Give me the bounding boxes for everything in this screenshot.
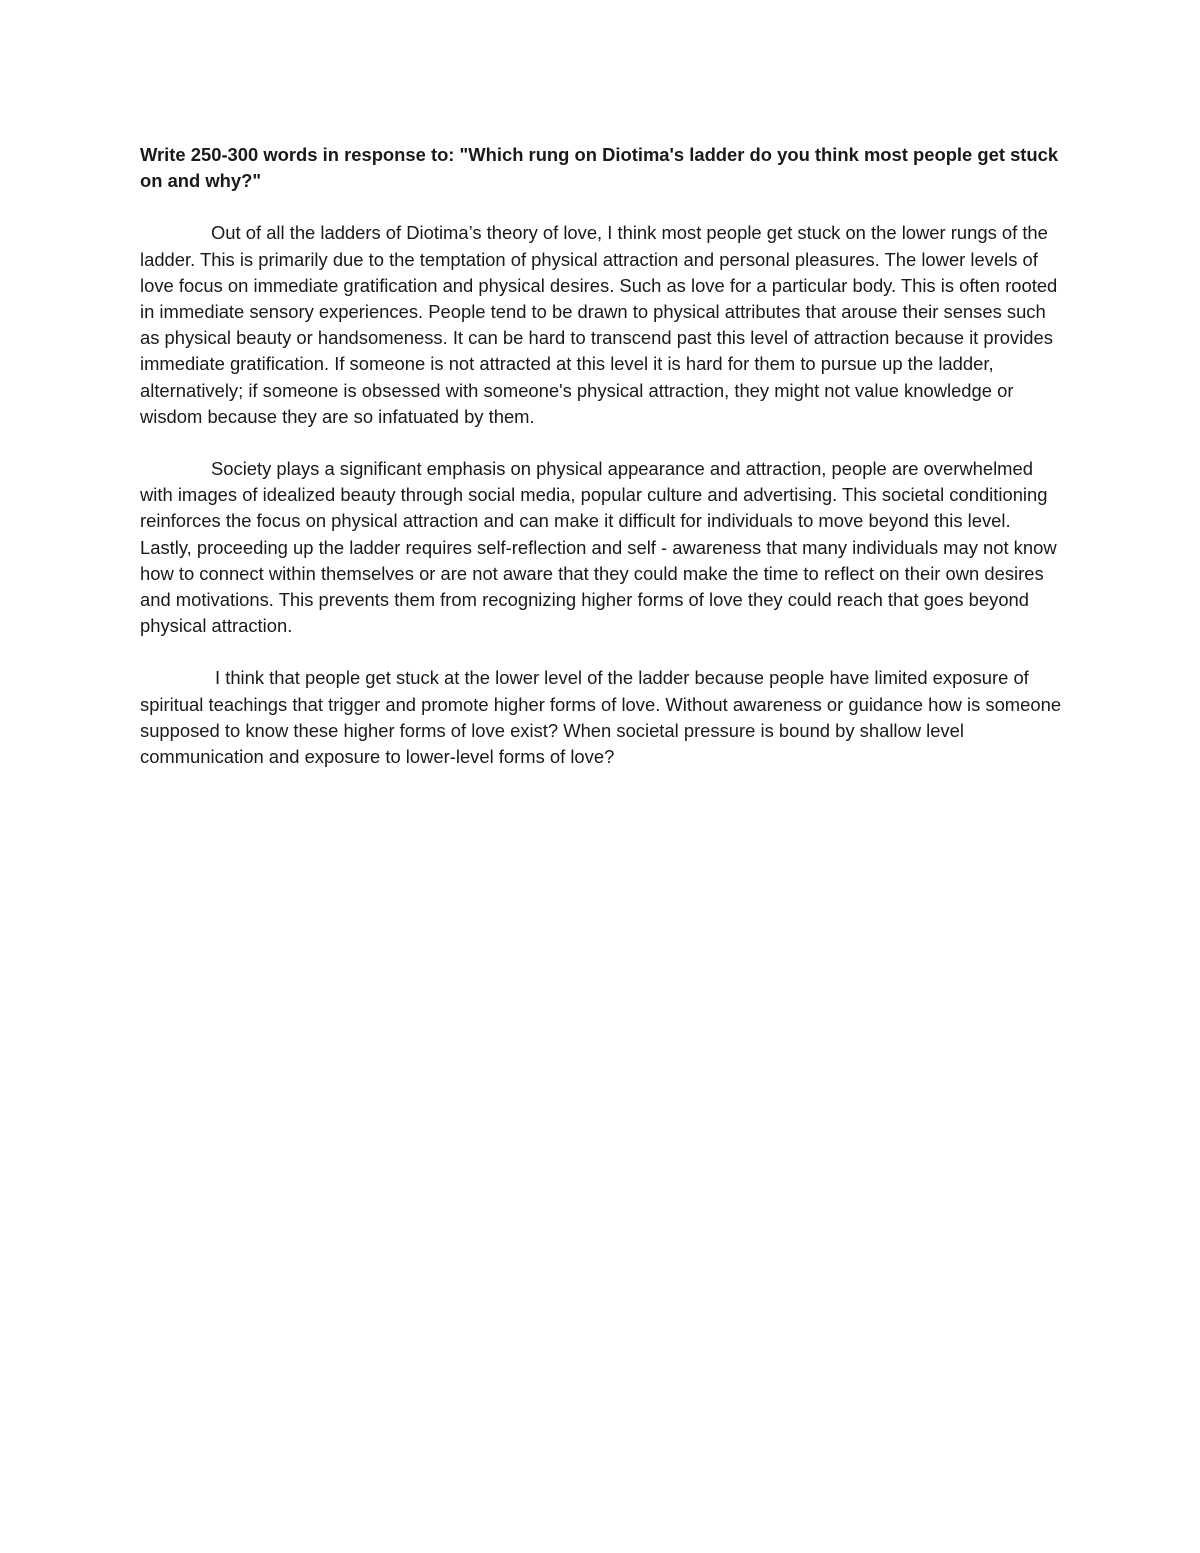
- paragraph-3: I think that people get stuck at the lower level of the ladder because people have limited exposure of spiritual teachings that trigger and promote higher forms of love. Without awareness or guidance how is someone supposed to know these higher forms of love exist? When societal pressure is bound by shallow level communication and exposure to lower-level forms of love?: [140, 667, 1062, 768]
- document-body: [140, 142, 1065, 796]
- paragraph-1: Out of all the ladders of Diotima’s theory of love, I think most people get stuck on the lower rungs of the ladder. This is primarily due to the temptation of physical attraction and personal pleasures. The lower levels of love focus on immediate gratification and physical desires. Such as love for a particular body. This is often rooted in immediate sensory experiences. People tend to be drawn to physical attributes that arouse their senses such as physical beauty or handsomeness. It can be hard to transcend past this level of attraction because it provides immediate gratification. If someone is not attracted at this level it is hard for them to pursue up the ladder, alternatively; if someone is obsessed with someone's physical attraction, they might not value knowledge or wisdom because they are so infatuated by them.: [140, 222, 1058, 427]
- paragraph-2: Society plays a significant emphasis on physical appearance and attraction, people are overwhelmed with images of idealized beauty through social media, popular culture and advertising. This societal conditioning reinforces the focus on physical attraction and can make it difficult for individuals to move beyond this level. Lastly, proceeding up the ladder requires self-reflection and self - awareness that many individuals may not know how to connect within themselves or are not aware that they could make the time to reflect on their own desires and motivations. This prevents them from recognizing higher forms of love they could reach that goes beyond physical attraction.: [140, 458, 1057, 637]
- essay-prompt: Write 250-300 words in response to: "Which rung on Diotima's ladder do you think most people get stuck on and why?": [140, 144, 1059, 192]
